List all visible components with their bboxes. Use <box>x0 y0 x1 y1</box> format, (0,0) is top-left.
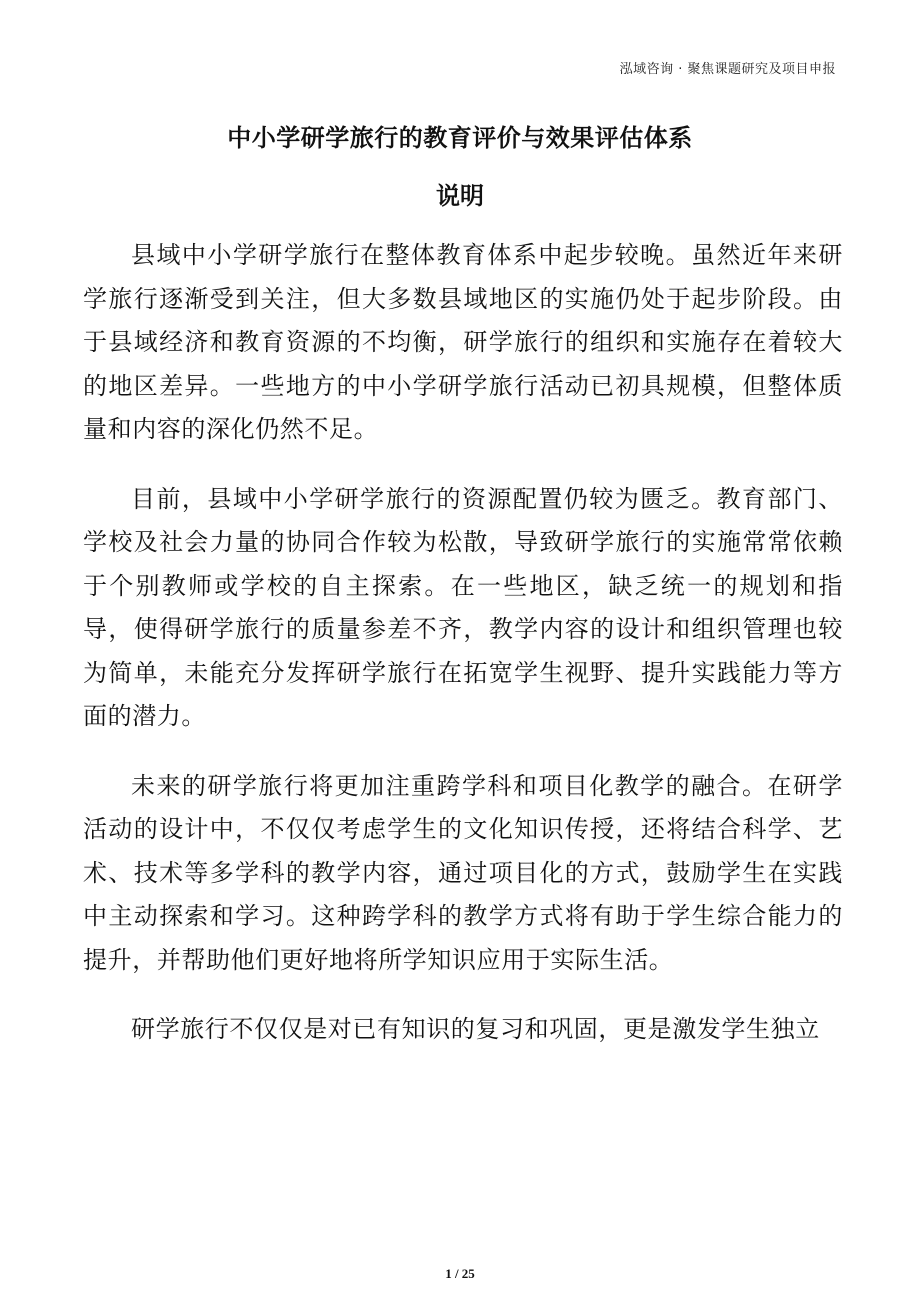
page-header: 泓域咨询 · 聚焦课题研究及项目申报 <box>619 62 836 77</box>
document-body <box>83 234 843 1078</box>
paragraph: 未来的研学旅行将更加注重跨学科和项目化教学的融合。在研学活动的设计中，不仅仅考虑学生的文化知识传授，还将结合科学、艺术、技术等多学科的教学内容，通过项目化的方式，鼓励学生在实践中主动探索和学习。这种跨学科的教学方式将有助于学生综合能力的提升，并帮助他们更好地将所学知识应用于实际生活。 <box>83 771 843 974</box>
document-title: 中小学研学旅行的教育评价与效果评估体系 <box>227 124 693 152</box>
paragraph: 县域中小学研学旅行在整体教育体系中起步较晚。虽然近年来研学旅行逐渐受到关注，但大多数县域地区的实施仍处于起步阶段。由于县域经济和教育资源的不均衡，研学旅行的组织和实施存在着较大的地区差异。一些地方的中小学研学旅行活动已初具规模，但整体质量和内容的深化仍然不足。 <box>83 241 843 443</box>
paragraph: 目前，县域中小学研学旅行的资源配置仍较为匮乏。教育部门、学校及社会力量的协同合作较为松散，导致研学旅行的实施常常依赖于个别教师或学校的自主探索。在一些地区，缺乏统一的规划和指导，使得研学旅行的质量参差不齐，教学内容的设计和组织管理也较为简单，未能充分发挥研学旅行在拓宽学生视野、提升实践能力等方面的潜力。 <box>83 484 843 730</box>
section-heading: 说明 <box>436 182 484 210</box>
page-number: 1 / 25 <box>445 1266 475 1281</box>
paragraph: 研学旅行不仅仅是对已有知识的复习和巩固，更是激发学生独立 <box>131 1015 820 1043</box>
